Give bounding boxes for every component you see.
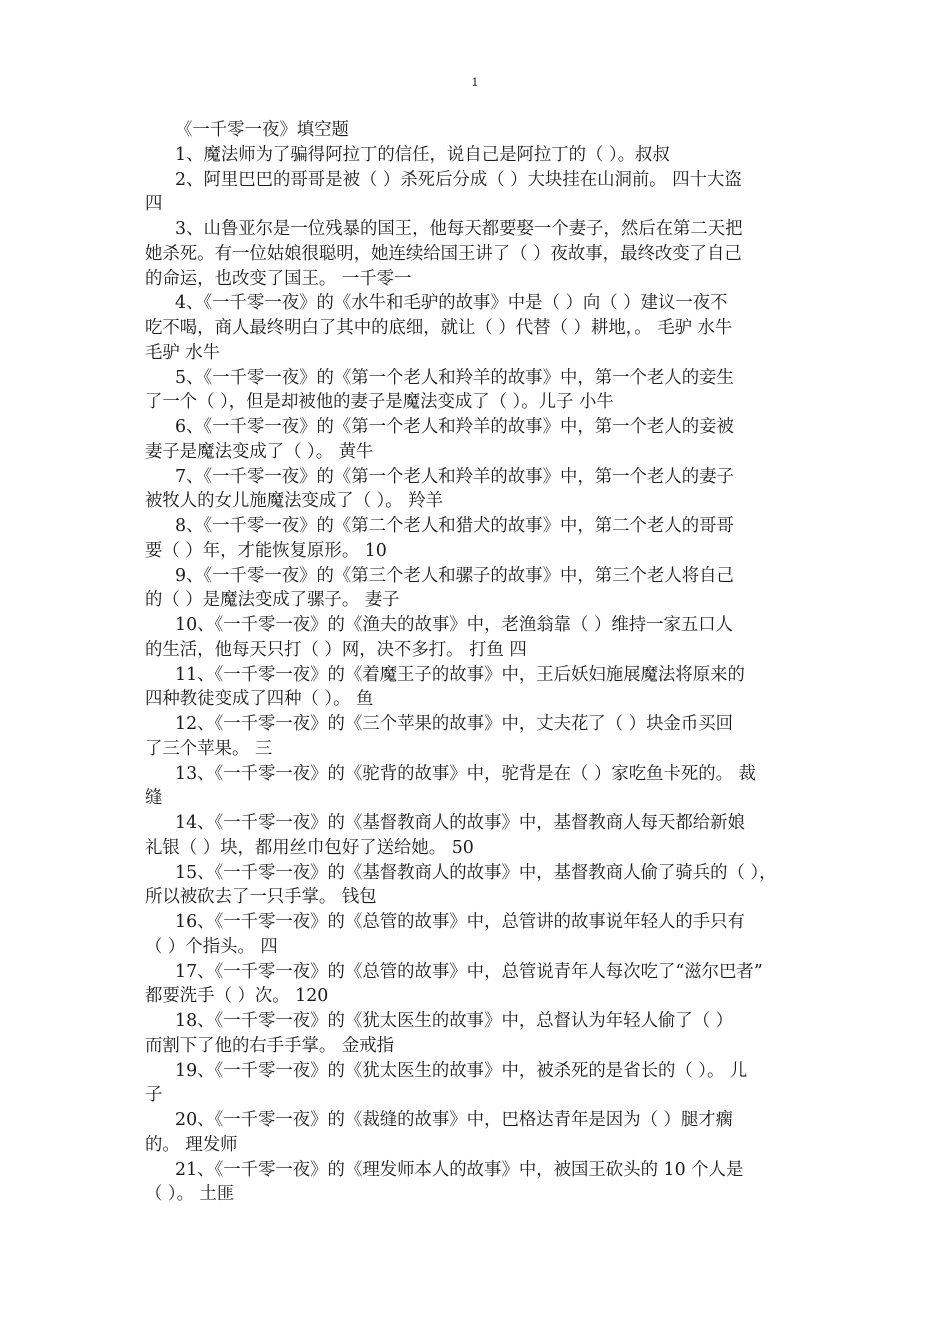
text-line: 的（ ）是魔法变成了骡子。 妻子 [145, 590, 400, 611]
text-line: 礼银（ ）块，都用丝巾包好了送给她。 50 [145, 837, 474, 858]
document-body [145, 118, 805, 1207]
text-line: 7、《一千零一夜》的《第一个老人和羚羊的故事》中，第一个老人的妻子 [175, 466, 734, 487]
text-line: 4、《一千零一夜》的《水牛和毛驴的故事》中是（ ）向（ ）建议一夜不 [175, 293, 728, 314]
text-line: 9、《一千零一夜》的《第三个老人和骡子的故事》中，第三个老人将自己 [175, 565, 734, 586]
text-line: 6、《一千零一夜》的《第一个老人和羚羊的故事》中，第一个老人的妾被 [175, 417, 734, 437]
text-line: 19、《一千零一夜》的《犹太医生的故事》中，被杀死的是省长的（ ）。 儿 [175, 1060, 748, 1081]
text-line: 吃不喝，商人最终明白了其中的底细，就让（ ）代替（ ）耕地，。 毛驴 水牛 [145, 318, 733, 338]
text-line: （ ）。 土匪 [145, 1184, 235, 1205]
text-line: 11、《一千零一夜》的《着魔王子的故事》中，王后妖妇施展魔法将原来的 [175, 664, 745, 685]
text-line: 的命运，也改变了国王。 一千零一 [145, 268, 412, 289]
text-line: 了一个（ ），但是却被他的妻子是魔法变成了（ ）。儿子 小牛 [145, 392, 614, 413]
text-line: 四种教徒变成了四种（ ）。 鱼 [145, 689, 374, 710]
text-line: 四 [145, 194, 163, 215]
text-line: 12、《一千零一夜》的《三个苹果的故事》中，丈夫花了（ ）块金币买回 [175, 714, 734, 734]
text-line: 缝 [145, 788, 163, 809]
text-line: 17、《一千零一夜》的《总管的故事》中，总管说青年人每次吃了“滋尔巴者” [175, 961, 763, 982]
text-line: 10、《一千零一夜》的《渔夫的故事》中，老渔翁靠（ ）维持一家五口人 [175, 615, 734, 635]
document-title: 《一千零一夜》填空题 [175, 120, 349, 140]
text-line: 1、魔法师为了骗得阿拉丁的信任，说自己是阿拉丁的（ ）。叔叔 [175, 144, 670, 165]
text-line: 而割下了他的右手手掌。 金戒指 [145, 1035, 394, 1056]
text-line: 13、《一千零一夜》的《驼背的故事》中，驼背是在（ ）家吃鱼卡死的。 裁 [175, 763, 756, 784]
text-line: 的。 理发师 [145, 1134, 238, 1155]
text-line: 她杀死。有一位姑娘很聪明，她连续给国王讲了（ ）夜故事，最终改变了自己 [145, 243, 742, 264]
text-line: 毛驴 水牛 [145, 342, 221, 363]
text-line: 被牧人的女儿施魔法变成了（ ）。 羚羊 [145, 491, 443, 512]
text-line: 16、《一千零一夜》的《总管的故事》中，总管讲的故事说年轻人的手只有 [175, 912, 745, 932]
text-line: 都要洗手（ ）次。 120 [145, 986, 329, 1007]
text-line: 14、《一千零一夜》的《基督教商人的故事》中，基督教商人每天都给新娘 [175, 813, 745, 833]
text-line: 20、《一千零一夜》的《裁缝的故事》中，巴格达青年是因为（ ）腿才瘸 [175, 1110, 734, 1130]
text-line: 妻子是魔法变成了（ ）。 黄牛 [145, 441, 374, 462]
text-line: 15、《一千零一夜》的《基督教商人的故事》中，基督教商人偷了骑兵的（ ）， [175, 862, 777, 883]
text-line: 子 [145, 1085, 163, 1106]
page-number: 1 [471, 76, 479, 89]
text-line: 21、《一千零一夜》的《理发师本人的故事》中，被国王砍头的 10 个人是 [175, 1159, 744, 1180]
text-line: 3、山鲁亚尔是一位残暴的国王，他每天都要娶一个妻子，然后在第二天把 [175, 219, 743, 239]
text-line: 了三个苹果。 三 [145, 738, 273, 759]
text-line: 的生活，他每天只打（ ）网，决不多打。 打鱼 四 [145, 639, 527, 660]
text-line: 18、《一千零一夜》的《犹太医生的故事》中，总督认为年轻人偷了（ ） [175, 1011, 734, 1031]
text-line: 要（ ）年，才能恢复原形。 10 [145, 540, 387, 561]
text-line: （ ）个指头。 四 [145, 936, 278, 957]
text-line: 2、阿里巴巴的哥哥是被（ ）杀死后分成（ ）大块挂在山洞前。 四十大盗 [175, 169, 742, 190]
text-line: 所以被砍去了一只手掌。 钱包 [145, 887, 377, 908]
text-line: 8、《一千零一夜》的《第二个老人和猎犬的故事》中，第二个老人的哥哥 [175, 516, 734, 536]
text-line: 5、《一千零一夜》的《第一个老人和羚羊的故事》中，第一个老人的妾生 [175, 367, 734, 388]
